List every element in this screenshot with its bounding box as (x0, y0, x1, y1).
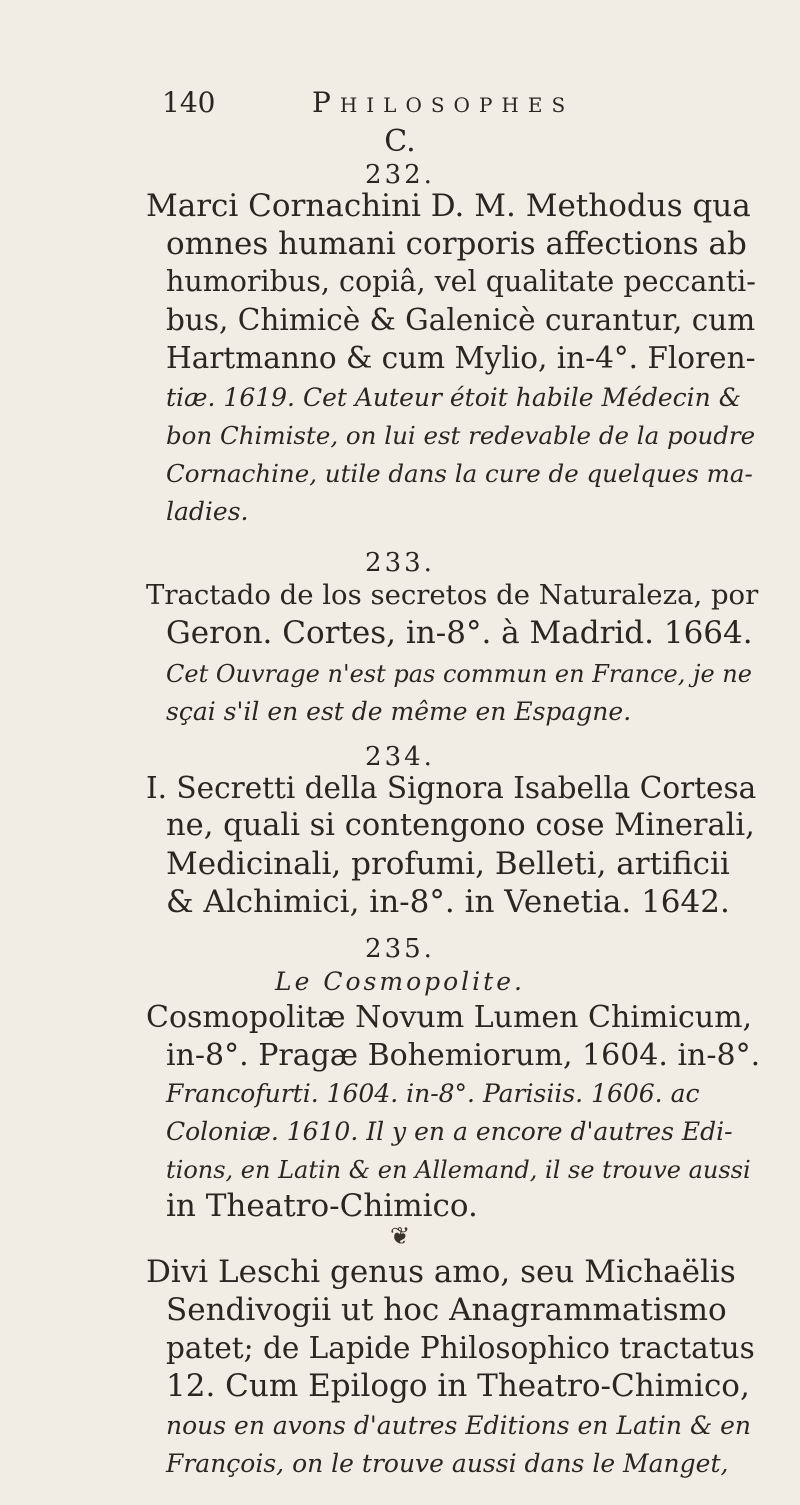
entry-235-line-3: Francofurti. 1604. in-8°. Parisiis. 1606. ac (166, 1079, 700, 1108)
entry-number-234: 234. (365, 742, 435, 772)
closing-line-3: patet; de Lapide Philosophico tractatus (166, 1331, 755, 1365)
closing-line-1: Divi Leschi genus amo, seu Michaëlis (146, 1254, 736, 1290)
closing-line-2: Sendivogii ut hoc Anagrammatismo (166, 1292, 727, 1328)
entry-232-line-5: Hartmanno & cum Mylio, in-4°. Floren- (166, 341, 756, 375)
entry-235-line-6: in Theatro-Chimico. (166, 1188, 478, 1224)
page-number: 140 (162, 86, 216, 119)
entry-235-line-1: Cosmopolitæ Novum Lumen Chimicum, (146, 1000, 753, 1035)
entry-232-line-1: Marci Cornachini D. M. Methodus qua (146, 188, 751, 224)
ornament-fleuron-icon: ❦ (389, 1222, 411, 1250)
entry-232-line-7: bon Chimiste, on lui est redevable de la poudre (166, 421, 756, 450)
entry-235-line-2: in-8°. Pragæ Bohemiorum, 1604. in-8°. (166, 1038, 761, 1073)
entry-234-line-3: Medicinali, profumi, Belleti, artificii (166, 846, 730, 882)
entry-233-line-2: Geron. Cortes, in-8°. à Madrid. 1664. (166, 615, 753, 651)
entry-232-line-8: Cornachine, utile dans la cure de quelques ma- (166, 459, 753, 488)
entry-number-233: 233. (365, 548, 435, 578)
entry-233-line-3: Cet Ouvrage n'est pas commun en France, je ne (166, 660, 752, 688)
entry-234-line-1: I. Secretti della Signora Isabella Cortesa (146, 771, 757, 805)
closing-line-6: François, on le trouve aussi dans le Manget, (166, 1449, 729, 1478)
closing-line-5: nous en avons d'autres Editions en Latin & en (166, 1411, 752, 1440)
entry-235-line-4: Coloniæ. 1610. Il y en a encore d'autres Edi- (166, 1117, 733, 1146)
entry-number-232: 232. (365, 160, 435, 190)
entry-235-line-5: tions, en Latin & en Allemand, il se trouve aussi (166, 1156, 751, 1184)
entry-232-line-2: omnes humani corporis affections ab (166, 226, 747, 262)
running-title: Philosophes (312, 86, 575, 119)
entry-232-line-3: humoribus, copiâ, vel qualitate peccanti- (166, 265, 756, 298)
entry-234-line-4: & Alchimici, in-8°. in Venetia. 1642. (166, 884, 730, 920)
entry-232-line-9: ladies. (166, 497, 249, 526)
entry-233-line-1: Tractado de los secretos de Naturaleza, por (146, 579, 759, 611)
page-header (162, 86, 722, 126)
entry-232-line-6: tiæ. 1619. Cet Auteur étoit habile Médecin & (166, 383, 741, 412)
section-letter: C. (384, 124, 416, 159)
entry-232-line-4: bus, Chimicè & Galenicè curantur, cum (166, 303, 756, 337)
entry-234-line-2: ne, quali si contengono cose Minerali, (166, 808, 755, 843)
entry-233-line-4: sçai s'il en est de même en Espagne. (166, 697, 632, 726)
entry-235-subtitle: Le Cosmopolite. (275, 967, 525, 996)
closing-line-4: 12. Cum Epilogo in Theatro-Chimico, (166, 1368, 750, 1404)
entry-number-235: 235. (365, 934, 435, 964)
